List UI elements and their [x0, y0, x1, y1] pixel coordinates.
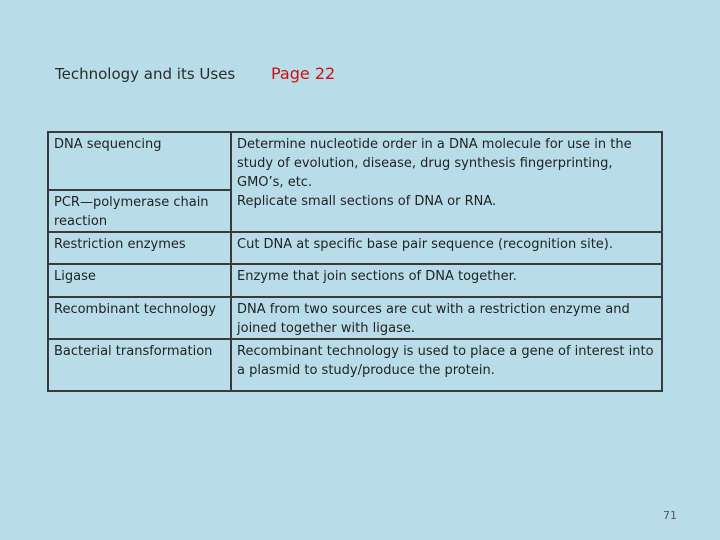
technology-use: Recombinant technology is used to place a gene of interest into a plasmid to study/produce the protein.: [237, 344, 654, 378]
technology-term-cell: [48, 264, 231, 297]
table-row: [48, 339, 662, 391]
technology-use-cell: [231, 132, 662, 232]
technology-term: PCR—polymerase chain reaction: [54, 195, 209, 229]
technology-term-cell: [48, 132, 231, 190]
table-row: [48, 132, 662, 190]
technology-term: Bacterial transformation: [54, 344, 213, 359]
table-row: [48, 264, 662, 297]
technology-table-container: [47, 131, 661, 390]
technology-term: Restriction enzymes: [54, 237, 186, 252]
technology-term: DNA sequencing: [54, 137, 162, 152]
technology-term-cell: [48, 190, 231, 232]
technology-use: Cut DNA at specific base pair sequence (recognition site).: [237, 237, 614, 252]
technology-use-cell: [231, 339, 662, 391]
technology-use: Replicate small sections of DNA or RNA.: [237, 194, 497, 209]
technology-term-cell: [48, 339, 231, 391]
table-row: [48, 297, 662, 339]
technology-term-cell: [48, 232, 231, 264]
technology-uses-table: [47, 131, 663, 392]
technology-use: Enzyme that join sections of DNA together.: [237, 269, 517, 284]
technology-use: Determine nucleotide order in a DNA molecule for use in the study of evolution, disease, drug synthesis fingerprinting, GMO’s, etc.: [237, 137, 632, 190]
table-row: [48, 232, 662, 264]
technology-term: Ligase: [54, 269, 96, 284]
page-reference: Page 22: [271, 64, 336, 83]
technology-term-cell: [48, 297, 231, 339]
technology-use-cell: [231, 264, 662, 297]
technology-use-cell: [231, 232, 662, 264]
technology-term: Recombinant technology: [54, 302, 216, 317]
title-row: [55, 62, 336, 86]
slide-number: 71: [663, 509, 677, 522]
technology-use: DNA from two sources are cut with a restriction enzyme and joined together with ligase.: [237, 302, 630, 336]
technology-use-cell: [231, 297, 662, 339]
page-title: Technology and its Uses: [55, 65, 236, 83]
